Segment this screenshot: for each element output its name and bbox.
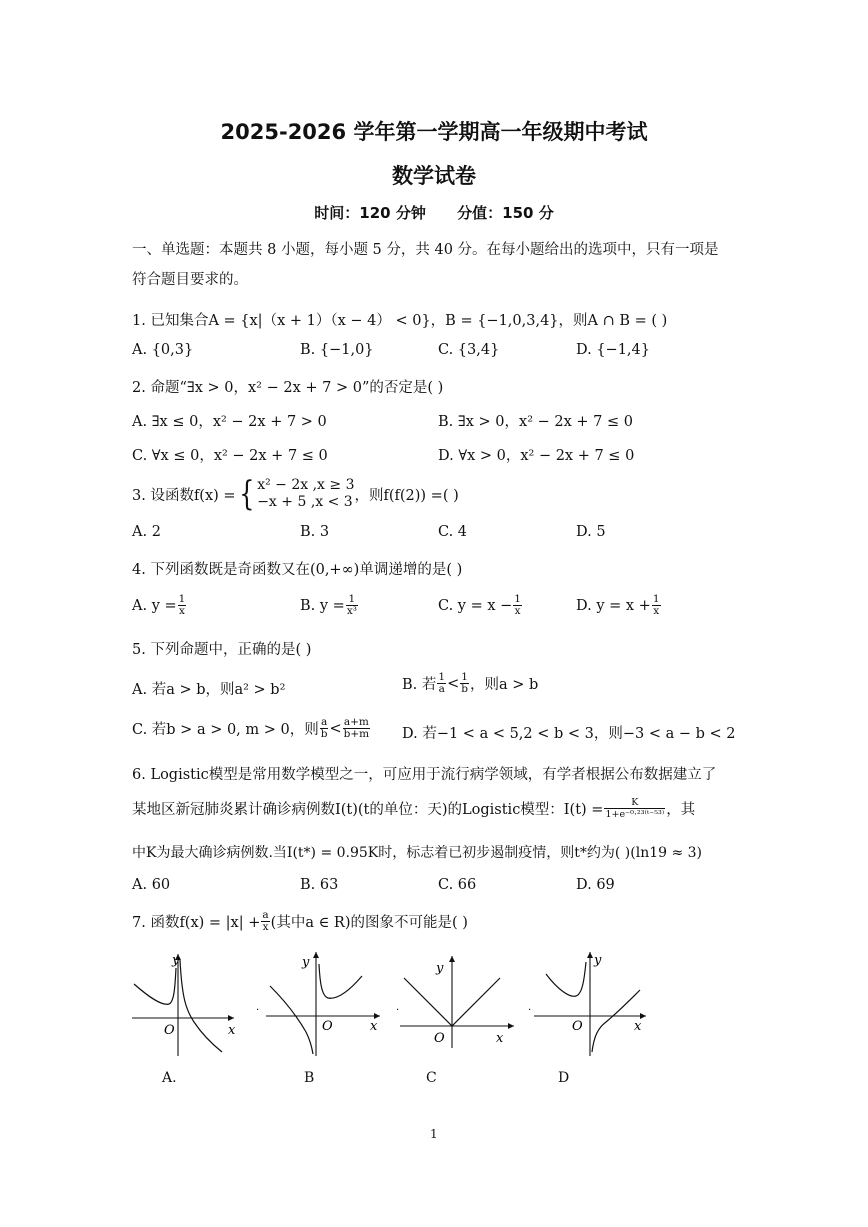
q3-piece-2: −x + 5 ,x < 3: [257, 494, 353, 510]
denominator: a: [438, 683, 445, 695]
figure-c-label: C: [426, 1070, 437, 1086]
q3-suffix: ，则f(f(2)) =( ): [354, 487, 459, 504]
section-heading-line2: 符合题目要求的。: [132, 272, 248, 288]
q3-prefix: 3. 设函数f(x) =: [132, 487, 236, 504]
q3-option-c: C. 4: [438, 524, 468, 540]
q1-option-d: D. {−1,4}: [576, 342, 650, 358]
q5-option-a: A. 若a > b，则a² > b²: [132, 682, 286, 698]
q4-option-b-label: B. y =: [300, 597, 345, 614]
q3-piece-1: x² − 2x ,x ≥ 3: [257, 477, 355, 493]
fraction: [178, 594, 187, 617]
y-axis-label: y: [302, 955, 310, 970]
figure-b-label: B: [304, 1070, 315, 1086]
x-axis-label: x: [496, 1031, 504, 1046]
q4-option-a-label: A. y =: [132, 597, 177, 614]
q4-stem: 4. 下列函数既是奇函数又在(0,+∞)单调递增的是( ): [132, 562, 463, 578]
figure-d-label: D: [558, 1070, 570, 1086]
q5-stem: 5. 下列命题中，正确的是( ): [132, 642, 312, 658]
q6-line1: 6. Logistic模型是常用数学模型之一，可应用于流行病学领域，有学者根据公布数据建立了: [132, 767, 717, 783]
q2-option-b: B. ∃x > 0，x² − 2x + 7 ≤ 0: [438, 414, 633, 430]
y-axis-label: y: [172, 953, 180, 968]
q2-option-d: D. ∀x > 0，x² − 2x + 7 ≤ 0: [438, 448, 635, 464]
svg-text:.: .: [396, 1002, 400, 1013]
svg-text:.: .: [256, 1002, 260, 1013]
q2-option-a: A. ∃x ≤ 0，x² − 2x + 7 > 0: [132, 414, 327, 430]
x-axis-label: x: [634, 1019, 642, 1034]
q5-option-b-post: ，则a > b: [469, 677, 539, 693]
q1-option-a: A. {0,3}: [132, 342, 194, 358]
fraction: [437, 672, 446, 695]
graph-figure-a: [128, 948, 250, 1058]
q3-stem: [132, 474, 459, 514]
denominator: x³: [346, 605, 357, 617]
q4-option-a: [132, 594, 187, 617]
q6-option-a: A. 60: [132, 877, 171, 893]
q1-option-c: C. {3,4}: [438, 342, 500, 358]
q4-option-d-label: D. y = x +: [576, 597, 651, 614]
q6-line2-post: ，其: [666, 802, 696, 818]
fraction: [320, 717, 329, 740]
q5-option-b-pre: B. 若: [402, 677, 437, 693]
denominator: b: [461, 683, 468, 695]
section-heading-line1: 一、单选题：本题共 8 小题，每小题 5 分，共 40 分。在每小题给出的选项中，只有一项是: [132, 242, 719, 258]
q6-option-d: D. 69: [576, 877, 615, 893]
q5-option-d: D. 若−1 < a < 5,2 < b < 3，则−3 < a − b < 2: [402, 726, 736, 742]
exam-meta: 时间：120 分钟 分值：150 分: [314, 204, 554, 222]
q5-option-c-pre: C. 若b > a > 0, m > 0，则: [132, 722, 319, 738]
fraction: [652, 594, 661, 617]
q5-option-c-mid: <: [329, 720, 342, 737]
q6-line2-pre: 某地区新冠肺炎累计确诊病例数I(t)(t的单位：天)的Logistic模型：I(t) =: [132, 802, 604, 818]
fraction: [460, 672, 469, 695]
numerator: 1: [346, 594, 358, 606]
numerator: a: [320, 716, 328, 728]
exam-title: 2025-2026 学年第一学期高一年级期中考试: [220, 120, 648, 144]
page-number: 1: [430, 1127, 438, 1141]
graph-figure-c: [392, 948, 522, 1058]
denominator: x: [514, 605, 521, 617]
numerator: a+m: [343, 716, 369, 728]
denominator: b+m: [343, 728, 370, 740]
y-axis-label: y: [436, 961, 444, 976]
q7-stem-post: (其中a ∈ R)的图象不可能是( ): [270, 915, 468, 931]
denominator: x: [653, 605, 660, 617]
origin-label: O: [434, 1031, 445, 1046]
numerator: 1: [652, 593, 660, 605]
q2-stem: 2. 命题“∃x > 0，x² − 2x + 7 > 0”的否定是( ): [132, 380, 444, 396]
q4-option-d: [576, 594, 662, 617]
q7-stem-pre: 7. 函数f(x) = |x| +: [132, 915, 261, 931]
q1-stem: 1. 已知集合A = {x|（x + 1）（x − 4） < 0}，B = {−1,0,3,4}，则A ∩ B = ( ): [132, 313, 668, 329]
origin-label: O: [164, 1023, 175, 1038]
q3-piecewise: [257, 477, 354, 511]
q3-option-d: D. 5: [576, 524, 606, 540]
q6-option-b: B. 63: [300, 877, 339, 893]
fraction: [261, 910, 269, 933]
q3-option-a: A. 2: [132, 524, 161, 540]
x-axis-label: x: [228, 1023, 236, 1038]
fraction: [604, 797, 665, 820]
q7-stem: [132, 910, 468, 933]
q5-option-b-mid: <: [447, 675, 460, 692]
q1-option-b: B. {−1,0}: [300, 342, 374, 358]
origin-label: O: [572, 1019, 583, 1034]
graph-figure-d: [524, 948, 654, 1058]
q5-option-c: [132, 717, 371, 740]
figure-a-label: A.: [162, 1070, 177, 1086]
q4-option-c: [438, 594, 523, 617]
numerator: 1: [178, 593, 186, 605]
denominator: b: [320, 728, 328, 740]
numerator: a: [262, 909, 269, 921]
fraction: [346, 594, 358, 617]
svg-text:.: .: [528, 1002, 532, 1013]
graph-figure-b: [256, 948, 392, 1058]
numerator: 1: [514, 593, 521, 605]
fraction: [343, 717, 370, 740]
q3-option-b: B. 3: [300, 524, 330, 540]
q5-option-b: [402, 672, 538, 695]
y-axis-label: y: [594, 953, 602, 968]
numerator: 1: [461, 671, 468, 683]
numerator: 1: [438, 671, 446, 683]
q4-option-c-label: C. y = x −: [438, 597, 513, 614]
exam-subtitle: 数学试卷: [392, 164, 476, 188]
origin-label: O: [322, 1019, 333, 1034]
x-axis-label: x: [370, 1019, 378, 1034]
q6-line2: [132, 797, 695, 820]
q2-option-c: C. ∀x ≤ 0，x² − 2x + 7 ≤ 0: [132, 448, 328, 464]
denominator: 1+e⁻⁰·²³⁽ᵗ⁻⁵³⁾: [605, 809, 665, 820]
numerator: K: [604, 797, 665, 809]
fraction: [513, 594, 522, 617]
q6-option-c: C. 66: [438, 877, 477, 893]
q6-line3: 中K为最大确诊病例数.当I(t*) = 0.95K时，标志着已初步遏制疫情，则t*约为( )(ln19 ≈ 3): [132, 845, 703, 861]
denominator: x: [262, 921, 269, 933]
piecewise-brace: {: [238, 474, 254, 514]
denominator: x: [179, 605, 185, 617]
q4-option-b: [300, 594, 359, 617]
